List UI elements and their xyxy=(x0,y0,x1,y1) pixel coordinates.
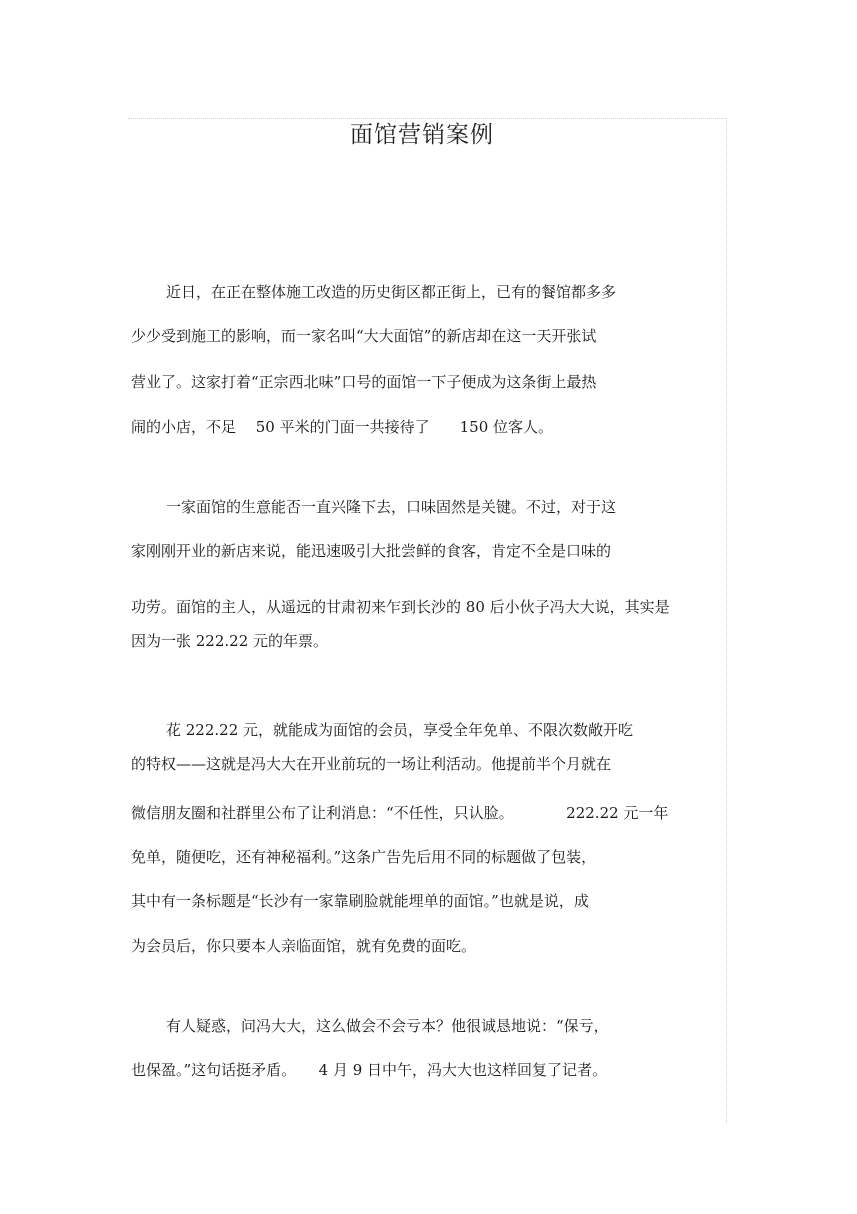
paragraph-3-line-3: 微信朋友圈和社群里公布了让利消息：“不任性，只认脸。 222.22 元一年 xyxy=(131,804,669,822)
paragraph-3-line-2: 的特权——这就是冯大大在开业前玩的一场让利活动。他提前半个月就在 xyxy=(131,755,612,773)
paragraph-2-line-1: 一家面馆的生意能否一直兴隆下去，口味固然是关键。不过，对于这 xyxy=(166,498,617,516)
paragraph-2-line-4: 因为一张 222.22 元的年票。 xyxy=(131,632,329,650)
paragraph-3-line-6: 为会员后，你只要本人亲临面馆，就有免费的面吃。 xyxy=(131,937,477,955)
paragraph-3-line-5: 其中有一条标题是“长沙有一家靠刷脸就能埋单的面馆。”也就是说，成 xyxy=(131,892,589,910)
paragraph-1-line-3: 营业了。这家打着“正宗西北味”口号的面馆一下子便成为这条街上最热 xyxy=(131,373,597,391)
paragraph-2-line-3: 功劳。面馆的主人，从遥远的甘肃初来乍到长沙的 80 后小伙子冯大大说，其实是 xyxy=(131,598,670,616)
page-border-right xyxy=(726,118,727,1123)
document-title: 面馆营销案例 xyxy=(350,122,494,148)
paragraph-3-line-1: 花 222.22 元，就能成为面馆的会员，享受全年免单、不限次数敞开吃 xyxy=(166,721,634,739)
paragraph-4-line-2: 也保盈。”这句话挺矛盾。 4 月 9 日中午，冯大大也这样回复了记者。 xyxy=(131,1061,608,1079)
paragraph-1-line-1: 近日，在正在整体施工改造的历史街区都正街上，已有的餐馆都多多 xyxy=(166,283,617,301)
paragraph-1-line-4: 闹的小店，不足 50 平米的门面一共接待了 150 位客人。 xyxy=(131,418,554,436)
paragraph-3-line-4: 免单，随便吃，还有神秘福利。”这条广告先后用不同的标题做了包装， xyxy=(131,848,597,866)
paragraph-4-line-1: 有人疑惑，问冯大大，这么做会不会亏本？他很诚恳地说：“保亏， xyxy=(166,1017,609,1035)
paragraph-2-line-2: 家刚刚开业的新店来说，能迅速吸引大批尝鲜的食客，肯定不全是口味的 xyxy=(131,542,612,560)
paragraph-1-line-2: 少少受到施工的影响，而一家名叫“大大面馆”的新店却在这一天开张试 xyxy=(131,327,597,345)
